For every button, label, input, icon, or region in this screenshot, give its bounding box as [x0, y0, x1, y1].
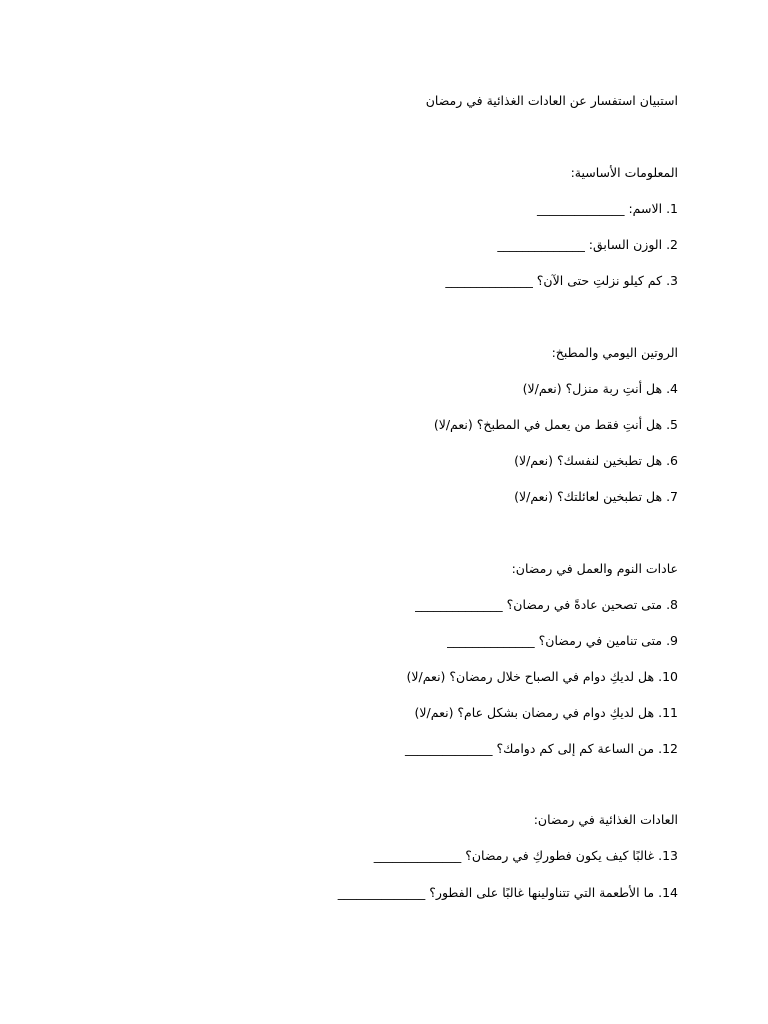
question-7 [58, 489, 678, 505]
question-2 [58, 237, 678, 253]
question-number: 2. [666, 237, 678, 252]
section-heading-daily-routine: الروتين اليومي والمطبخ: [551, 345, 678, 360]
question-14 [58, 885, 678, 901]
question-number: 6. [666, 453, 678, 468]
question-text: هل أنتِ فقط من يعمل في المطبخ؟ (نعم/لا) [433, 417, 663, 432]
question-text: هل أنتِ ربة منزل؟ (نعم/لا) [522, 381, 663, 396]
question-text: هل تطبخين لعائلتك؟ (نعم/لا) [514, 489, 663, 504]
question-number: 10. [658, 669, 678, 684]
section-heading-basic-info: المعلومات الأساسية: [570, 165, 678, 180]
document-title: استبيان استفسار عن العادات الغذائية في رمضان [425, 93, 678, 108]
question-text: ما الأطعمة التي تتناولينها غالبًا على الفطور؟ ______________ [337, 885, 655, 900]
question-text: هل لديكِ دوام في رمضان بشكل عام؟ (نعم/لا) [414, 705, 655, 720]
question-number: 1. [666, 201, 678, 216]
question-text: غالبًا كيف يكون فطوركِ في رمضان؟ ______________ [373, 848, 655, 863]
question-4 [58, 381, 678, 397]
question-5 [58, 417, 678, 433]
question-number: 13. [658, 848, 678, 863]
question-number: 8. [666, 597, 678, 612]
question-text: متى تصحين عادةً في رمضان؟ ______________ [415, 597, 663, 612]
section-heading-eating-habits: العادات الغذائية في رمضان: [533, 812, 678, 827]
question-6 [58, 453, 678, 469]
question-number: 14. [658, 885, 678, 900]
question-9 [58, 633, 678, 649]
question-text: من الساعة كم إلى كم دوامك؟ ______________ [404, 741, 655, 756]
question-text: الوزن السابق: ______________ [497, 237, 663, 252]
question-text: هل لديكِ دوام في الصباح خلال رمضان؟ (نعم/لا) [406, 669, 655, 684]
question-number: 11. [658, 705, 678, 720]
question-10 [58, 669, 678, 685]
question-13 [58, 848, 678, 864]
question-number: 12. [658, 741, 678, 756]
question-number: 5. [666, 417, 678, 432]
question-number: 4. [666, 381, 678, 396]
question-text: الاسم: ______________ [536, 201, 663, 216]
question-number: 3. [666, 273, 678, 288]
question-text: كم كيلو نزلتِ حتى الآن؟ ______________ [445, 273, 663, 288]
question-number: 7. [666, 489, 678, 504]
question-number: 9. [666, 633, 678, 648]
question-8 [58, 597, 678, 613]
question-12 [58, 741, 678, 757]
question-3 [58, 273, 678, 289]
section-heading-sleep-work: عادات النوم والعمل في رمضان: [511, 561, 678, 576]
question-11 [58, 705, 678, 721]
question-1 [58, 201, 678, 217]
question-text: هل تطبخين لنفسك؟ (نعم/لا) [514, 453, 663, 468]
question-text: متى تنامين في رمضان؟ ______________ [447, 633, 663, 648]
